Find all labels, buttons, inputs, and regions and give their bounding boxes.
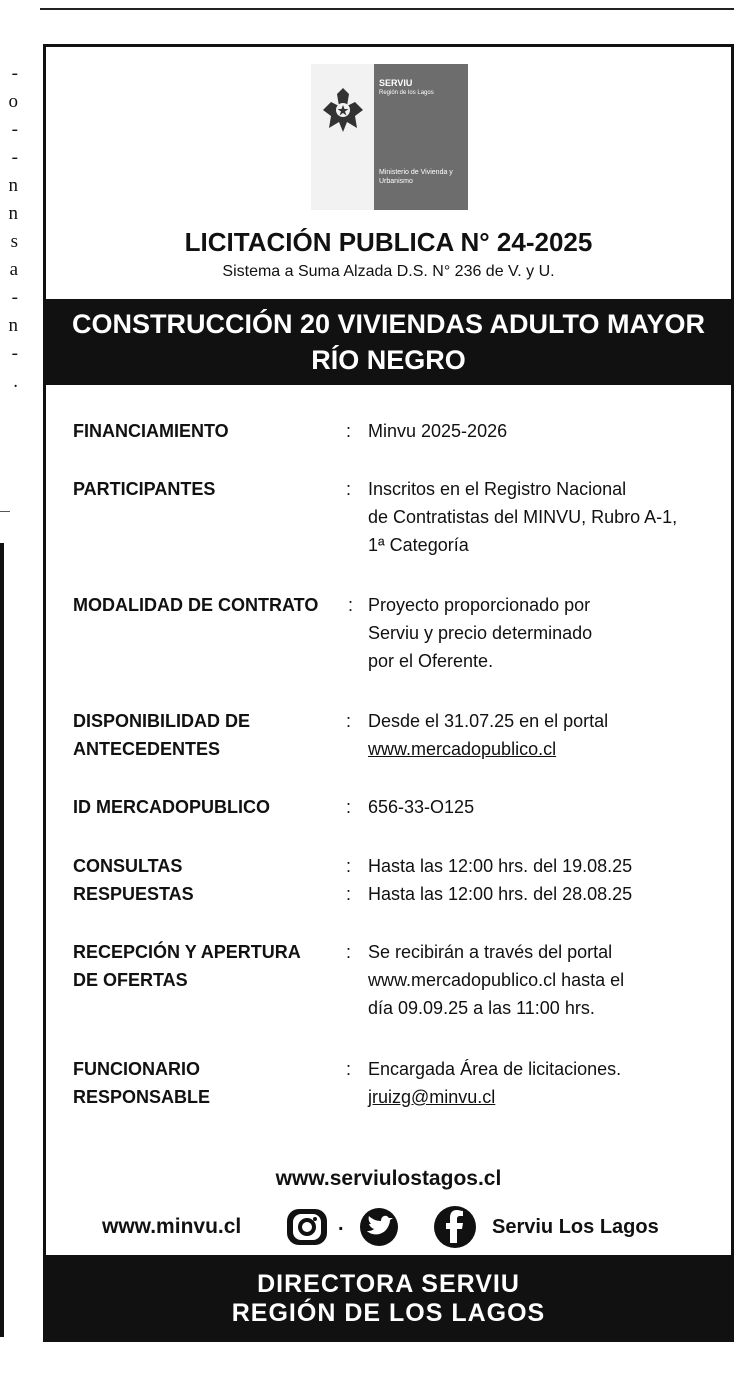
instagram-icon[interactable] bbox=[283, 1207, 331, 1252]
fragment-glyph: n bbox=[8, 315, 18, 336]
detail-value: por el Oferente. bbox=[368, 651, 494, 671]
fragment-glyph: n bbox=[8, 203, 18, 224]
top-rule bbox=[40, 8, 734, 10]
adjacent-column-fragment bbox=[0, 60, 18, 396]
detail-value: 1ª Categoría bbox=[368, 535, 469, 555]
social-row bbox=[46, 1205, 731, 1249]
minvu-website-link[interactable]: www.minvu.cl bbox=[102, 1215, 242, 1238]
notice-title: LICITACIÓN PUBLICA N° 24-2025 bbox=[184, 227, 593, 257]
detail-value: Se recibirán a través del portal bbox=[368, 942, 613, 962]
detail-label: CONSULTAS bbox=[73, 856, 183, 876]
fragment-glyph: a bbox=[9, 259, 18, 280]
detail-value: Proyecto proporcionado por bbox=[368, 595, 591, 615]
separator-dot: . bbox=[338, 1213, 344, 1235]
fragment-glyph: - bbox=[11, 63, 18, 84]
logo-ministry: Ministerio de Vivienda y Urbanismo bbox=[379, 169, 453, 185]
detail-colon: : bbox=[346, 479, 352, 499]
detail-label: RESPUESTAS bbox=[73, 884, 194, 904]
notice-subtitle: Sistema a Suma Alzada D.S. N° 236 de V. y U. bbox=[222, 263, 555, 280]
detail-colon: : bbox=[348, 595, 354, 615]
fragment-glyph: o bbox=[8, 91, 18, 112]
detail-label: ID MERCADOPUBLICO bbox=[73, 797, 270, 817]
chile-coat-of-arms bbox=[311, 64, 374, 210]
coat-of-arms-icon bbox=[319, 84, 367, 134]
detail-value: Encargada Área de licitaciones. bbox=[368, 1059, 622, 1079]
fragment-glyph: - bbox=[11, 343, 18, 364]
left-column-border bbox=[0, 543, 4, 1337]
detail-value: Desde el 31.07.25 en el portal bbox=[368, 711, 609, 731]
detail-value: Hasta las 12:00 hrs. del 28.08.25 bbox=[368, 884, 633, 904]
detail-colon: : bbox=[346, 711, 352, 731]
detail-value: Hasta las 12:00 hrs. del 19.08.25 bbox=[368, 856, 633, 876]
fragment-glyph: n bbox=[8, 175, 18, 196]
social-account-name: Serviu Los Lagos bbox=[492, 1216, 659, 1238]
detail-label: PARTICIPANTES bbox=[73, 479, 216, 499]
detail-label: FINANCIAMIENTO bbox=[73, 421, 229, 441]
twitter-icon[interactable] bbox=[353, 1207, 405, 1252]
detail-colon: : bbox=[346, 421, 352, 441]
contact-email-link[interactable]: jruizg@minvu.cl bbox=[368, 1087, 496, 1107]
detail-label: RESPONSABLE bbox=[73, 1087, 211, 1107]
detail-value: Minvu 2025-2026 bbox=[368, 421, 508, 441]
facebook-icon[interactable] bbox=[431, 1205, 479, 1254]
fragment-glyph: s bbox=[10, 231, 18, 252]
fragment-glyph: - bbox=[11, 147, 18, 168]
detail-value: www.mercadopublico.cl hasta el bbox=[368, 970, 625, 990]
footer-line: REGIÓN DE LOS LAGOS bbox=[231, 1299, 546, 1327]
detail-colon: : bbox=[346, 884, 352, 904]
detail-label: DE OFERTAS bbox=[73, 970, 188, 990]
detail-value: 656-33-O125 bbox=[368, 797, 475, 817]
left-column-rule bbox=[0, 511, 10, 512]
detail-colon: : bbox=[346, 856, 352, 876]
detail-label: MODALIDAD DE CONTRATO bbox=[73, 595, 319, 615]
fragment-glyph: . bbox=[13, 371, 18, 392]
tender-advertisement bbox=[43, 44, 734, 1342]
detail-colon: : bbox=[346, 1059, 352, 1079]
detail-value: de Contratistas del MINVU, Rubro A-1, bbox=[368, 507, 678, 527]
fragment-glyph: - bbox=[11, 119, 18, 140]
project-banner bbox=[43, 299, 734, 385]
banner-line: CONSTRUCCIÓN 20 VIVIENDAS ADULTO MAYOR bbox=[71, 309, 706, 339]
footer-banner bbox=[43, 1255, 734, 1342]
detail-label: FUNCIONARIO bbox=[73, 1059, 200, 1079]
detail-colon: : bbox=[346, 942, 352, 962]
fragment-glyph: - bbox=[11, 287, 18, 308]
detail-value: Inscritos en el Registro Nacional bbox=[368, 479, 627, 499]
mercadopublico-link[interactable]: www.mercadopublico.cl bbox=[368, 739, 557, 759]
banner-line: RÍO NEGRO bbox=[311, 345, 466, 375]
serviu-website-link[interactable]: www.serviulostagos.cl bbox=[275, 1167, 502, 1190]
serviu-logo bbox=[311, 64, 468, 210]
detail-value: día 09.09.25 a las 11:00 hrs. bbox=[368, 998, 595, 1018]
detail-label: ANTECEDENTES bbox=[73, 739, 221, 759]
logo-region: Región de los Lagos bbox=[379, 90, 434, 96]
logo-brand: SERVIU bbox=[379, 78, 413, 88]
detail-colon: : bbox=[346, 797, 352, 817]
detail-label: RECEPCIÓN Y APERTURA bbox=[73, 942, 301, 962]
detail-value: Serviu y precio determinado bbox=[368, 623, 593, 643]
detail-label: DISPONIBILIDAD DE bbox=[73, 711, 251, 731]
footer-line: DIRECTORA SERVIU bbox=[257, 1270, 520, 1298]
